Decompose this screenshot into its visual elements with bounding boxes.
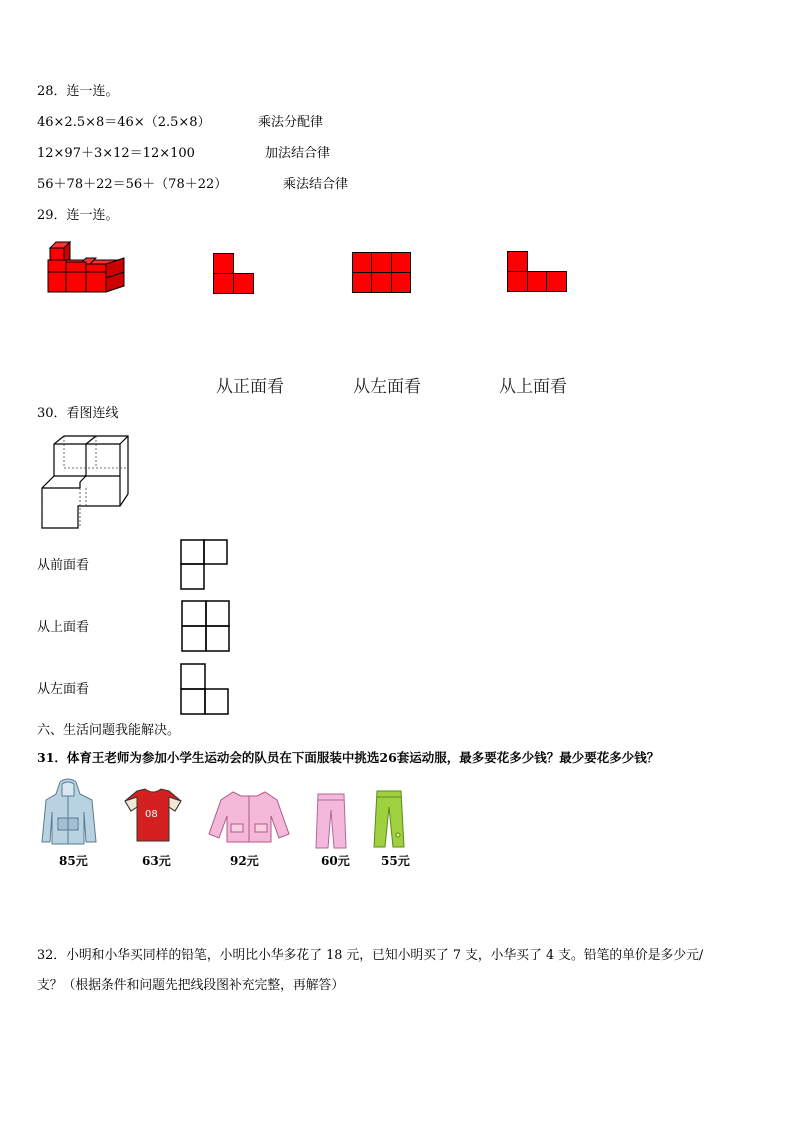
q32-question-line2: 支？（根据条件和问题先把线段图补充完整，再解答） [37,978,345,993]
q30-label-front: 从前面看 [37,558,90,573]
q30-shape-2 [181,600,231,654]
q28-law-1: 乘法分配律 [258,115,324,130]
q31-question: 31．体育王老师为参加小学生运动会的队员在下面服装中挑选26套运动服，最多要花多少钱？最少要花多少钱？ [37,750,660,765]
q28-expr-3: 56＋78＋22＝56＋（78＋22） [37,177,228,192]
q29-view-grid [352,252,412,294]
pink-pants-image [314,792,348,850]
q29-view-label-front: 从正面看 [216,377,284,397]
q30-shape-1 [180,539,230,591]
q29-title: 29．连一连。 [37,208,119,223]
q28-law-3: 乘法结合律 [283,177,349,192]
q28-title: 28．连一连。 [37,84,119,99]
jacket-price: 92元 [230,854,259,868]
q29-view-long-l [507,251,569,293]
tshirt-price: 63元 [142,854,171,868]
q28-law-2: 加法结合律 [265,146,331,161]
q30-label-top: 从上面看 [37,620,90,635]
q29-view-label-top: 从上面看 [499,377,567,397]
jacket-image [207,790,291,844]
q32-question-line1: 32．小明和小华买同样的铅笔，小明比小华多花了 18 元，已知小明买了 7 支，小华买了 4 支。铅笔的单价是多少元/ [37,948,704,963]
green-pants-image [372,789,406,849]
q29-view-l-shape [213,253,255,295]
q30-shape-3 [180,663,230,717]
q30-label-left: 从左面看 [37,682,90,697]
q30-title: 30．看图连线 [37,406,119,421]
section6-title: 六、生活问题我能解决。 [37,723,181,738]
q28-expr-1: 46×2.5×8＝46×（2.5×8） [37,115,211,130]
q29-3d-cube-figure [40,240,130,302]
svg-text:08: 08 [145,809,158,820]
pink-pants-price: 60元 [321,854,350,868]
hoodie-price: 85元 [59,854,88,868]
q29-view-label-left: 从左面看 [353,377,421,397]
hoodie-image [40,778,98,848]
q28-expr-2: 12×97＋3×12＝12×100 [37,146,195,161]
green-pants-price: 55元 [381,854,410,868]
tshirt-image [123,787,183,843]
q30-cube-figure [40,432,132,530]
